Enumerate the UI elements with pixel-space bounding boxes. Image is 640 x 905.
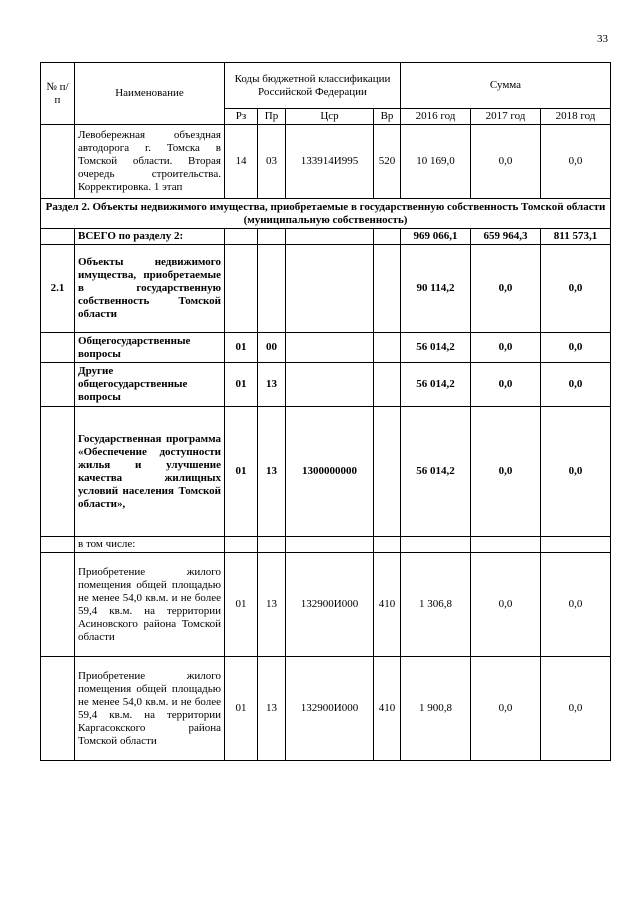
total-sum-2016: 969 066,1 — [401, 229, 471, 245]
row-sum-2017: 0,0 — [471, 363, 541, 407]
row-sum-2016: 1 900,8 — [401, 657, 471, 761]
row-sum-2018: 0,0 — [541, 407, 611, 537]
row-vr — [374, 407, 401, 537]
table-row — [41, 537, 611, 553]
row-sum-2017: 0,0 — [471, 333, 541, 363]
row-rz: 01 — [225, 363, 258, 407]
total-pr — [258, 229, 286, 245]
row-name: в том числе: — [75, 537, 225, 553]
row-rz: 01 — [225, 407, 258, 537]
row-csr: 133914И995 — [286, 125, 374, 199]
header-2018: 2018 год — [541, 109, 611, 125]
table-row — [41, 363, 611, 407]
row-rz — [225, 537, 258, 553]
row-pr: 13 — [258, 363, 286, 407]
total-rz — [225, 229, 258, 245]
header-row-top — [41, 63, 611, 109]
section-title: Раздел 2. Объекты недвижимого имущества, приобретаемые в государственную собственность Томской области (муниципальную собственность) — [41, 199, 611, 229]
row-csr: 132900И000 — [286, 657, 374, 761]
row-vr — [374, 333, 401, 363]
row-csr: 132900И000 — [286, 553, 374, 657]
row-vr — [374, 363, 401, 407]
row-pr: 00 — [258, 333, 286, 363]
row-sum-2018: 0,0 — [541, 245, 611, 333]
row-vr — [374, 537, 401, 553]
row-sum-2017 — [471, 537, 541, 553]
row-name: Приобретение жилого помещения общей площадью не менее 54,0 кв.м. и не более 59,4 кв.м. на территории Асиновского района Томской области — [75, 553, 225, 657]
row-name: Приобретение жилого помещения общей площадью не менее 54,0 кв.м. и не более 59,4 кв.м. на территории Каргасокского района Томской области — [75, 657, 225, 761]
row-sum-2018: 0,0 — [541, 553, 611, 657]
table-row — [41, 245, 611, 333]
row-sum-2016: 90 114,2 — [401, 245, 471, 333]
row-num — [41, 657, 75, 761]
header-csr: Цср — [286, 109, 374, 125]
row-vr: 410 — [374, 657, 401, 761]
row-num — [41, 333, 75, 363]
row-sum-2018: 0,0 — [541, 125, 611, 199]
table-row — [41, 657, 611, 761]
row-sum-2016: 10 169,0 — [401, 125, 471, 199]
row-sum-2018: 0,0 — [541, 657, 611, 761]
row-sum-2016 — [401, 537, 471, 553]
row-num: 2.1 — [41, 245, 75, 333]
row-csr: 1300000000 — [286, 407, 374, 537]
row-num — [41, 553, 75, 657]
row-csr — [286, 537, 374, 553]
header-codes: Коды бюджетной классификации Российской Федерации — [225, 63, 401, 109]
row-sum-2017: 0,0 — [471, 657, 541, 761]
row-rz: 01 — [225, 657, 258, 761]
row-sum-2016: 1 306,8 — [401, 553, 471, 657]
row-name: Левобережная объездная автодорога г. Томска в Томской области. Вторая очередь строительства. Корректировка. 1 этап — [75, 125, 225, 199]
header-2017: 2017 год — [471, 109, 541, 125]
row-sum-2016: 56 014,2 — [401, 407, 471, 537]
table-row — [41, 333, 611, 363]
section-row — [41, 199, 611, 229]
row-name: Другие общегосударственные вопросы — [75, 363, 225, 407]
table-row — [41, 407, 611, 537]
row-sum-2017: 0,0 — [471, 407, 541, 537]
total-row — [41, 229, 611, 245]
row-rz: 01 — [225, 553, 258, 657]
row-pr: 13 — [258, 553, 286, 657]
row-sum-2016: 56 014,2 — [401, 363, 471, 407]
total-sum-2017: 659 964,3 — [471, 229, 541, 245]
row-pr: 03 — [258, 125, 286, 199]
row-pr — [258, 245, 286, 333]
header-name: Наименование — [75, 63, 225, 125]
row-sum-2018: 0,0 — [541, 363, 611, 407]
row-sum-2017: 0,0 — [471, 245, 541, 333]
header-rz: Рз — [225, 109, 258, 125]
row-pr: 13 — [258, 407, 286, 537]
row-sum-2018: 0,0 — [541, 333, 611, 363]
header-sum: Сумма — [401, 63, 611, 109]
row-csr — [286, 333, 374, 363]
header-num: № п/п — [41, 63, 75, 125]
row-sum-2016: 56 014,2 — [401, 333, 471, 363]
total-name: ВСЕГО по разделу 2: — [75, 229, 225, 245]
row-sum-2017: 0,0 — [471, 125, 541, 199]
total-sum-2018: 811 573,1 — [541, 229, 611, 245]
row-vr: 520 — [374, 125, 401, 199]
row-num — [41, 407, 75, 537]
header-pr: Пр — [258, 109, 286, 125]
row-csr — [286, 245, 374, 333]
row-rz: 01 — [225, 333, 258, 363]
header-2016: 2016 год — [401, 109, 471, 125]
row-name: Общегосударственные вопросы — [75, 333, 225, 363]
page-number: 33 — [597, 33, 608, 45]
row-vr: 410 — [374, 553, 401, 657]
row-rz: 14 — [225, 125, 258, 199]
table-row — [41, 553, 611, 657]
row-sum-2017: 0,0 — [471, 553, 541, 657]
row-csr — [286, 363, 374, 407]
row-num — [41, 363, 75, 407]
row-pr: 13 — [258, 657, 286, 761]
budget-table — [40, 62, 611, 761]
row-num — [41, 125, 75, 199]
total-csr — [286, 229, 374, 245]
table-row — [41, 125, 611, 199]
row-rz — [225, 245, 258, 333]
row-name: Государственная программа «Обеспечение доступности жилья и улучшение качества жилищных условий населения Томской области», — [75, 407, 225, 537]
row-vr — [374, 245, 401, 333]
total-num — [41, 229, 75, 245]
row-name: Объекты недвижимого имущества, приобретаемые в государственную собственность Томской области — [75, 245, 225, 333]
row-num — [41, 537, 75, 553]
row-pr — [258, 537, 286, 553]
total-vr — [374, 229, 401, 245]
row-sum-2018 — [541, 537, 611, 553]
header-vr: Вр — [374, 109, 401, 125]
